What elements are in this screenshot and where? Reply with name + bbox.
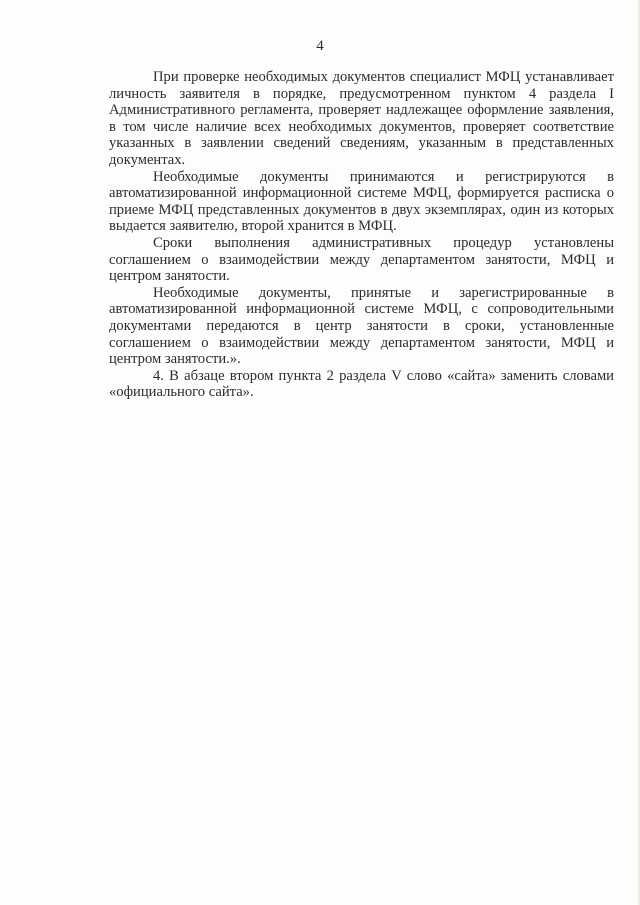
paragraph-registration: Необходимые документы принимаются и регистрируются в автоматизированной информационной системе МФЦ, формируется расписка о приеме МФЦ представленных документов в двух экземплярах, один из которых выдается заявителю, второй хранится в МФЦ.	[109, 168, 614, 235]
page-number: 4	[316, 38, 324, 54]
paragraph-transfer: Необходимые документы, принятые и зарегистрированные в автоматизированной информационной системе МФЦ, с сопроводительными документами передаются в центр занятости в сроки, установленные соглашением о взаимодействии между департаментом занятости, МФЦ и центром занятости.».	[109, 284, 614, 368]
paragraph-deadlines: Сроки выполнения административных процедур установлены соглашением о взаимодействии между департаментом занятости, МФЦ и центром занятости.	[109, 234, 614, 285]
document-body	[109, 69, 614, 401]
paragraph-document-check: При проверке необходимых документов специалист МФЦ устанавливает личность заявителя в порядке, предусмотренном пунктом 4 раздела I Административного регламента, проверяет надлежащее оформление заявления, в том числе наличие всех необходимых документов, проверяет соответствие указанных в заявлении сведений сведениям, указанным в представленных документах.	[109, 69, 614, 168]
paragraph-amendment: 4. В абзаце втором пункта 2 раздела V слово «сайта» заменить словами «официального сайта».	[109, 367, 614, 401]
